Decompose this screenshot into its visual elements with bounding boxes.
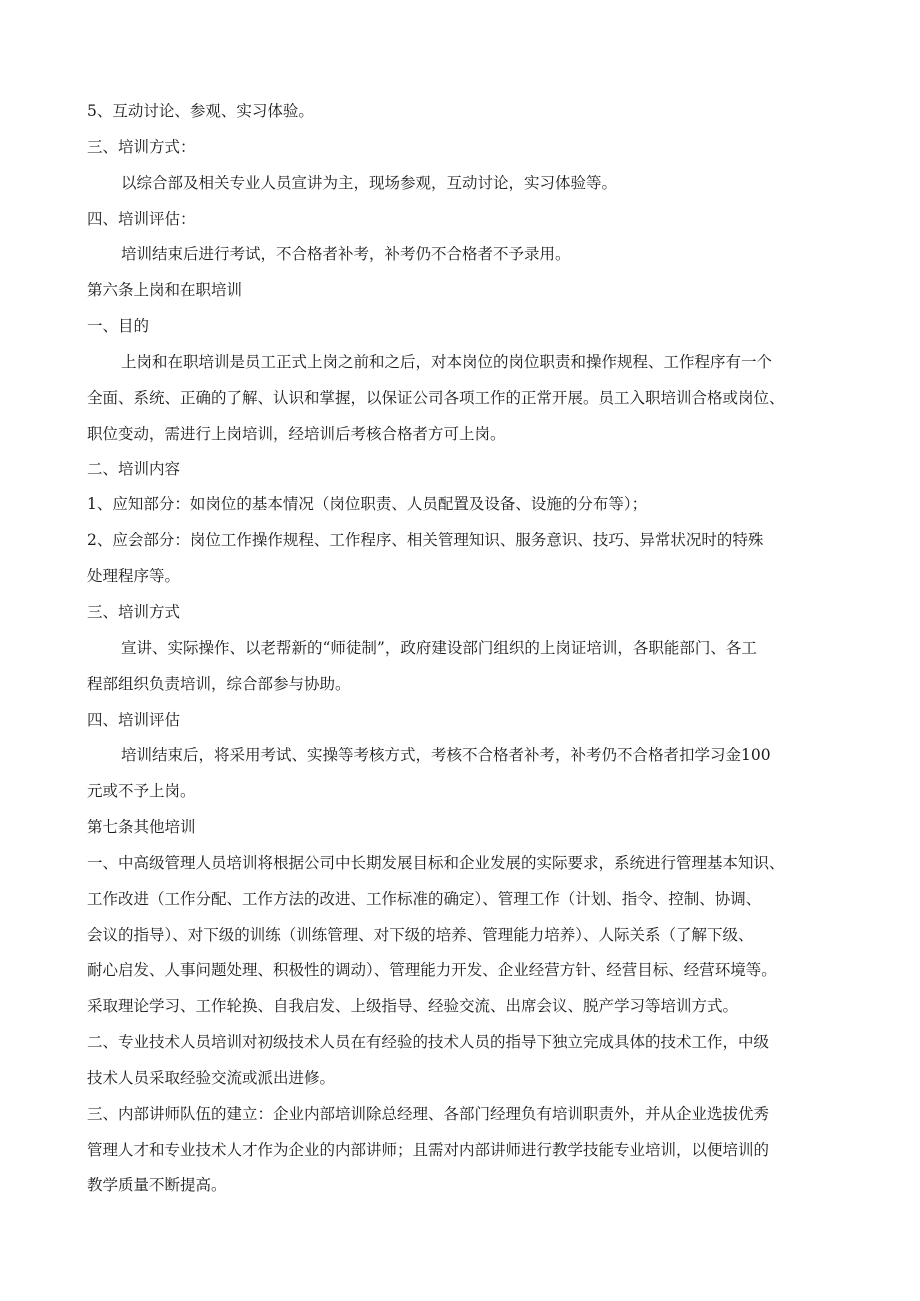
text-line: 处理程序等。 (87, 567, 181, 585)
text-line: 5、互动讨论、参观、实习体验。 (87, 102, 314, 120)
text-line: 程部组织负责培训，综合部参与协助。 (87, 675, 351, 693)
section-heading: 一、目的 (87, 317, 150, 335)
article-heading: 第七条其他培训 (87, 818, 196, 836)
section-heading: 四、培训评估 (87, 711, 181, 729)
text-line: 培训结束后，将采用考试、实操等考核方式，考核不合格者补考，补考仍不合格者扣学习金100 (121, 746, 771, 764)
section-heading: 三、培训方式 (87, 603, 181, 621)
text-line: 耐心启发、人事问题处理、积极性的调动）、管理能力开发、企业经营方针、经营目标、经营环境等。 (87, 961, 777, 979)
section-heading: 二、培训内容 (87, 460, 181, 478)
text-line: 2、应会部分：岗位工作操作规程、工作程序、相关管理知识、服务意识、技巧、异常状况时的特殊 (87, 531, 764, 549)
text-line: 上岗和在职培训是员工正式上岗之前和之后，对本岗位的岗位职责和操作规程、工作程序有一个 (121, 353, 773, 371)
section-heading: 四、培训评估： (87, 210, 196, 228)
article-heading: 第六条上岗和在职培训 (87, 281, 243, 299)
text-line: 二、专业技术人员培训对初级技术人员在有经验的技术人员的指导下独立完成具体的技术工作，中级 (87, 1033, 770, 1051)
section-heading: 三、培训方式： (87, 138, 196, 156)
text-line: 会议的指导）、对下级的训练（训练管理、对下级的培养、管理能力培养）、人际关系（了解下级、 (87, 926, 754, 944)
text-line: 职位变动，需进行上岗培训，经培训后考核合格者方可上岗。 (87, 425, 506, 443)
text-line: 全面、系统、正确的了解、认识和掌握，以保证公司各项工作的正常开展。员工入职培训合格或岗位、 (87, 389, 785, 407)
text-line: 技术人员采取经验交流或派出进修。 (87, 1069, 336, 1087)
text-line: 元或不予上岗。 (87, 782, 196, 800)
text-line: 1、应知部分：如岗位的基本情况（岗位职责、人员配置及设备、设施的分布等）； (87, 495, 648, 513)
text-line: 采取理论学习、工作轮换、自我启发、上级指导、经验交流、出席会议、脱产学习等培训方式。 (87, 997, 739, 1015)
text-line: 以综合部及相关专业人员宣讲为主，现场参观，互动讨论，实习体验等。 (121, 174, 618, 192)
text-line: 工作改进（工作分配、工作方法的改进、工作标准的确定）、管理工作（计划、指令、控制、协调、 (87, 890, 762, 908)
text-line: 教学质量不断提高。 (87, 1176, 227, 1194)
text-line: 宣讲、实际操作、以老帮新的“师徒制”，政府建设部门组织的上岗证培训，各职能部门、各工 (121, 639, 757, 657)
text-line: 三、内部讲师队伍的建立：企业内部培训除总经理、各部门经理负有培训职责外，并从企业选拔优秀 (87, 1105, 770, 1123)
text-line: 培训结束后进行考试，不合格者补考，补考仍不合格者不予录用。 (121, 245, 571, 263)
text-line: 管理人才和专业技术人才作为企业的内部讲师；且需对内部讲师进行教学技能专业培训，以便培训的 (87, 1141, 770, 1159)
text-line: 一、中高级管理人员培训将根据公司中长期发展目标和企业发展的实际要求，系统进行管理基本知识、 (87, 854, 785, 872)
